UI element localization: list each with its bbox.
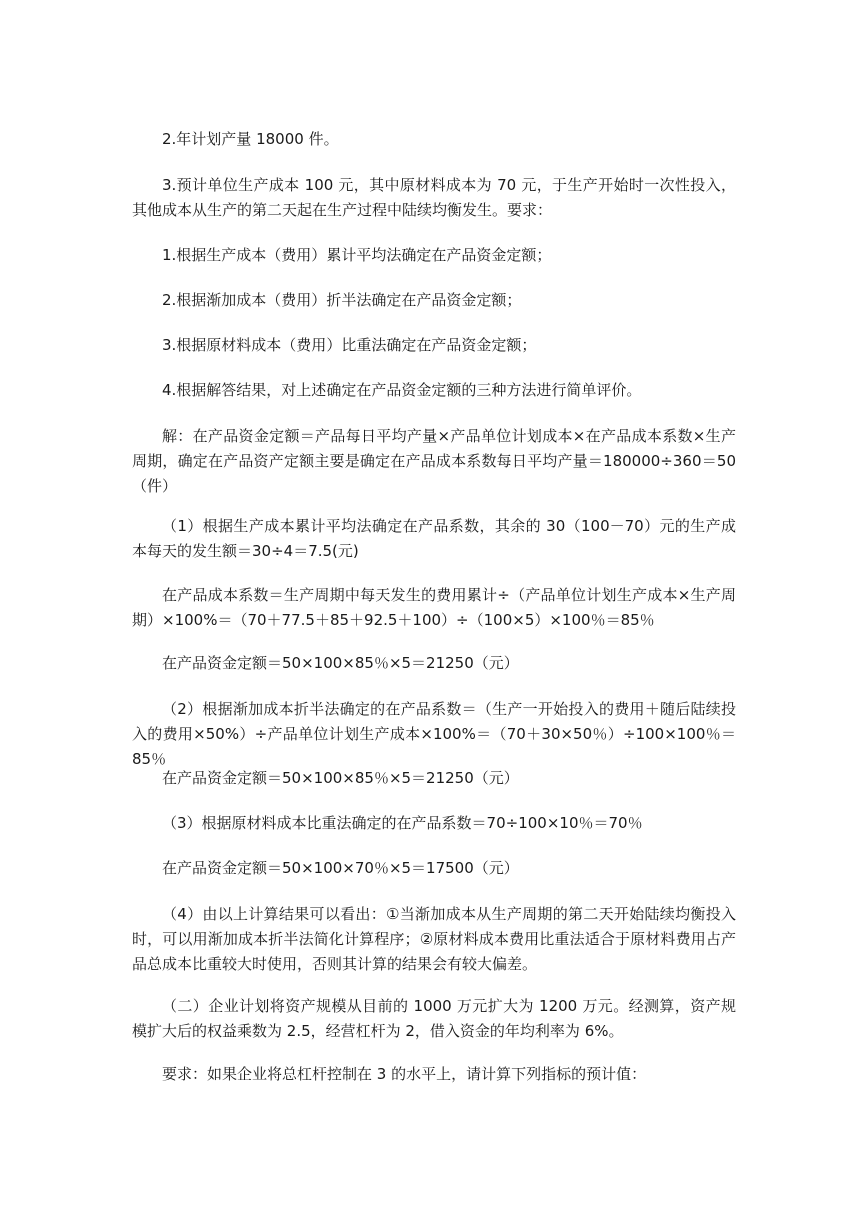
paragraph-annual-output: 2.年计划产量 18000 件。 <box>162 130 339 148</box>
paragraph-step-2: （2）根据渐加成本折半法确定的在产品系数＝（生产一开始投入的费用＋随后陆续投入的费用×50%）÷产品单位计划生产成本×100%＝（70＋30×50％）÷100×100％＝85％ <box>132 700 736 768</box>
paragraph-part-two: （二）企业计划将资产规模从目前的 1000 万元扩大为 1200 万元。经测算，资产规模扩大后的权益乘数为 2.5，经营杠杆为 2，借入资金的年均利率为 6%。 <box>132 997 736 1040</box>
paragraph-step-4: （4）由以上计算结果可以看出：①当渐加成本从生产周期的第二天开始陆续均衡投入时，可以用渐加成本折半法简化计算程序；②原材料成本费用比重法适合于原材料费用占产品总成本比重较大时使用，否则其计算的结果会有较大偏差。 <box>132 905 736 973</box>
paragraph-quota-3: 在产品资金定额＝50×100×70％×5＝17500（元） <box>162 859 519 877</box>
paragraph-solution-intro: 解：在产品资金定额＝产品每日平均产量×产品单位计划成本×在产品成本系数×生产周期，确定在产品资产定额主要是确定在产品成本系数每日平均产量＝180000÷360＝50（件） <box>132 427 736 495</box>
paragraph-step-3: （3）根据原材料成本比重法确定的在产品系数＝70÷100×10％＝70％ <box>162 814 643 832</box>
paragraph-requirement-1: 1.根据生产成本（费用）累计平均法确定在产品资金定额； <box>162 246 552 264</box>
paragraph-quota-1: 在产品资金定额＝50×100×85％×5＝21250（元） <box>162 654 519 672</box>
paragraph-step-1: （1）根据生产成本累计平均法确定在产品系数，其余的 30（100－70）元的生产成本每天的发生额＝30÷4＝7.5(元) <box>132 517 736 560</box>
paragraph-unit-cost: 3.预计单位生产成本 100 元，其中原材料成本为 70 元，于生产开始时一次性投入，其他成本从生产的第二天起在生产过程中陆续均衡发生。要求： <box>132 176 736 219</box>
paragraph-requirement-2: 2.根据渐加成本（费用）折半法确定在产品资金定额； <box>162 291 522 309</box>
paragraph-quota-2: 在产品资金定额＝50×100×85％×5＝21250（元） <box>162 769 519 787</box>
paragraph-part-two-requirement: 要求：如果企业将总杠杆控制在 3 的水平上，请计算下列指标的预计值： <box>162 1065 647 1083</box>
paragraph-requirement-3: 3.根据原材料成本（费用）比重法确定在产品资金定额； <box>162 336 537 354</box>
paragraph-cost-coefficient: 在产品成本系数＝生产周期中每天发生的费用累计÷（产品单位计划生产成本×生产周期）×100%＝（70＋77.5＋85＋92.5＋100）÷（100×5）×100％＝85％ <box>132 586 736 629</box>
paragraph-requirement-4: 4.根据解答结果，对上述确定在产品资金定额的三种方法进行简单评价。 <box>162 381 642 399</box>
